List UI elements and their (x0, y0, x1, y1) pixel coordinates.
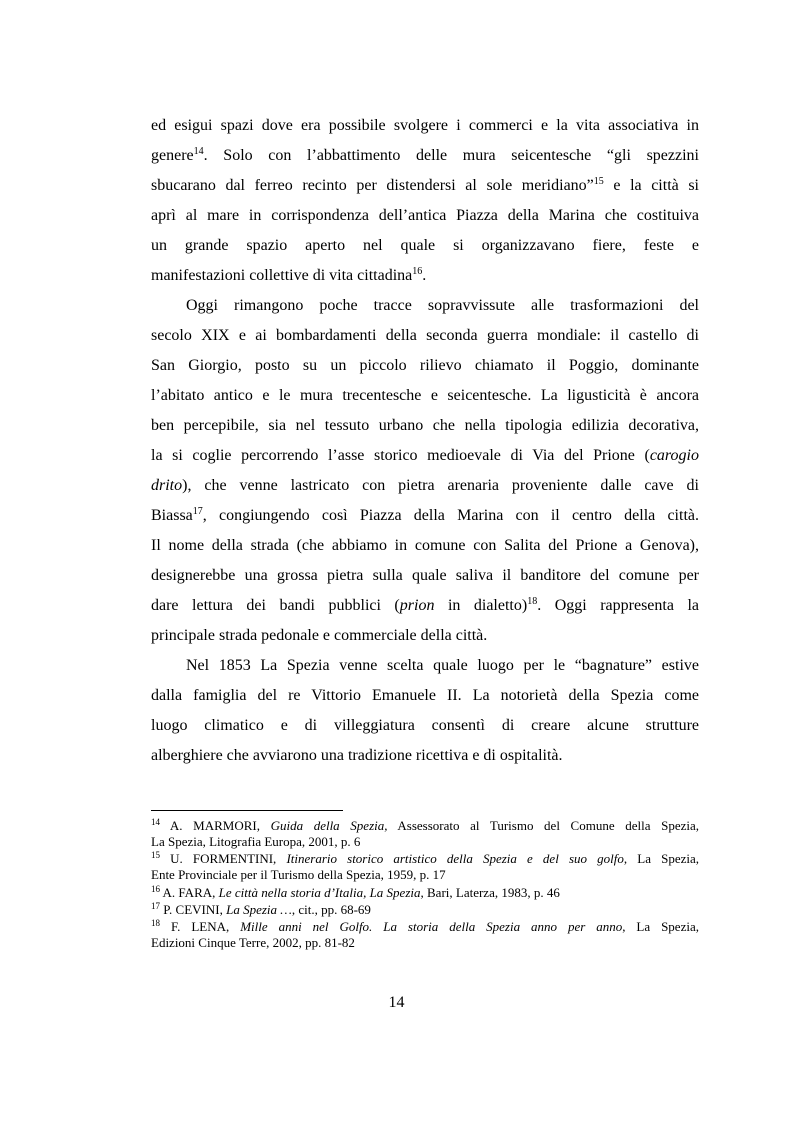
text-line: designerebbe una grossa pietra sulla quale saliva il banditore del comune per (151, 567, 699, 584)
italic-text: carogio (649, 447, 699, 464)
footnote-16: $^{16}$ A. FARA, Le città nella storia d’Italia, La Spezia, Bari, Laterza, 1983, p. 46 (151, 884, 560, 900)
text-line: principale strada pedonale e commerciale della città. (151, 627, 488, 644)
text-line: la si coglie percorrendo l’asse storico medioevale di Via del Prione (carogio (151, 447, 699, 464)
footnote-ref-14[interactable]: 14 (193, 146, 204, 157)
footnote-15-cont: Ente Provinciale per il Turismo della Spezia, 1959, p. 17 (151, 867, 446, 882)
italic-text: drito (151, 477, 183, 494)
text-line: un grande spazio aperto nel quale si organizzavano fiere, feste e (151, 237, 699, 254)
text-line: dare lettura dei bandi pubblici (prion in dialetto)$^{18}$. Oggi rappresenta la (151, 596, 699, 614)
italic-text: prion (399, 597, 435, 614)
text-line: luogo climatico e di villeggiatura consentì di creare alcune strutture (151, 717, 699, 734)
page-number: 14 (388, 994, 405, 1011)
footnote-17: $^{17}$ P. CEVINI, La Spezia …, cit., pp. 68-69 (151, 901, 371, 917)
footnote-separator (151, 810, 343, 811)
text-line: ed esigui spazi dove era possibile svolgere i commerci e la vita associativa in (151, 117, 699, 134)
text-line: l’abitato antico e le mura trecentesche e seicentesche. La ligusticità è ancora (151, 387, 699, 404)
text-line: Il nome della strada (che abbiamo in comune con Salita del Prione a Genova), (151, 537, 699, 554)
text-line: Nel 1853 La Spezia venne scelta quale luogo per le “bagnature” estive (186, 657, 699, 674)
text-line: San Giorgio, posto su un piccolo rilievo chiamato il Poggio, dominante (151, 357, 699, 374)
text-line: manifestazioni collettive di vita cittadina$^{16}$. (151, 266, 427, 284)
text-line: Biassa$^{17}$, congiungendo così Piazza della Marina con il centro della città. (151, 506, 699, 524)
text-line: Oggi rimangono poche tracce sopravvissute alle trasformazioni del (186, 297, 699, 314)
text-line: sbucarano dal ferreo recinto per distendersi al sole meridiano”$^{15}$ e la città si (151, 176, 699, 194)
text-line: ben percepibile, sia nel tessuto urbano che nella tipologia edilizia decorativa, (151, 417, 699, 434)
footnote-14: $^{14}$ A. MARMORI, Guida della Spezia, Assessorato al Turismo del Comune della Spezia, (151, 817, 699, 833)
footnote-15: $^{15}$ U. FORMENTINI, Itinerario storico artistico della Spezia e del suo golfo, La Spezia, (151, 850, 699, 866)
text-line: secolo XIX e ai bombardamenti della seconda guerra mondiale: il castello di (151, 327, 699, 344)
text-line: dalla famiglia del re Vittorio Emanuele II. La notorietà della Spezia come (151, 687, 699, 704)
footnote-ref-16[interactable]: 16 (412, 266, 423, 277)
footnote-18: $^{18}$ F. LENA, Mille anni nel Golfo. La storia della Spezia anno per anno, La Spezia, (151, 918, 699, 934)
footnote-ref-15[interactable]: 15 (593, 176, 604, 187)
footnote-14-cont: La Spezia, Litografia Europa, 2001, p. 6 (151, 834, 361, 849)
text-line: aprì al mare in corrispondenza dell’antica Piazza della Marina che costituiva (151, 207, 699, 224)
footnote-18-cont: Edizioni Cinque Terre, 2002, pp. 81-82 (151, 935, 355, 950)
footnote-ref-17[interactable]: 17 (192, 506, 203, 517)
footnote-ref-18[interactable]: 18 (527, 596, 538, 607)
text-line: alberghiere che avviarono una tradizione ricettiva e di ospitalità. (151, 747, 563, 764)
text-line: genere$^{14}$. Solo con l’abbattimento delle mura seicentesche “gli spezzini (151, 146, 699, 164)
text-line: drito), che venne lastricato con pietra arenaria proveniente dalle cave di (151, 477, 699, 494)
